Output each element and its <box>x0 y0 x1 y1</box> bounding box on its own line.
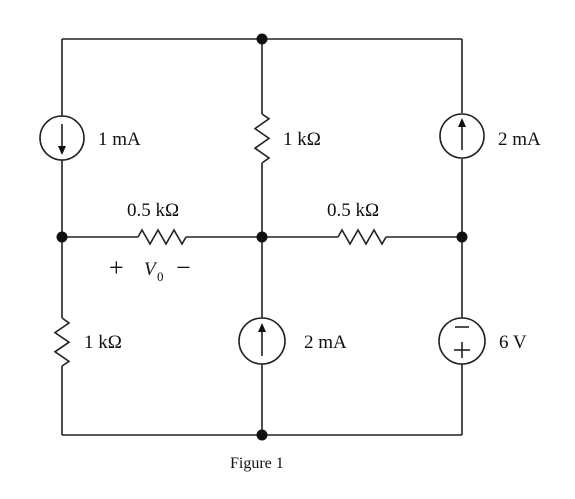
v0-plus-sign: + <box>109 253 124 282</box>
resistor-middle-top <box>255 114 269 163</box>
current-source-right-top <box>440 114 484 158</box>
node-middle-center <box>257 232 268 243</box>
node-middle-left <box>57 232 68 243</box>
label-current-source-middle-bottom: 2 mA <box>304 332 347 353</box>
label-resistor-right-horizontal: 0.5 kΩ <box>327 200 380 221</box>
label-resistor-left-bottom: 1 kΩ <box>84 332 122 353</box>
resistor-left-bottom <box>55 318 69 366</box>
label-current-source-right-top: 2 mA <box>498 129 541 150</box>
figure-caption: Figure 1 <box>230 455 284 472</box>
resistor-left-horizontal <box>138 230 186 244</box>
label-voltage-source-right-bottom: 6 V <box>499 332 527 353</box>
v0-subscript: 0 <box>157 269 164 284</box>
label-resistor-middle-top: 1 kΩ <box>283 129 321 150</box>
current-source-middle-bottom <box>239 318 285 364</box>
v0-name: V <box>144 259 156 280</box>
node-top <box>257 34 268 45</box>
label-current-source-left-top: 1 mA <box>98 129 141 150</box>
node-middle-right <box>457 232 468 243</box>
resistor-right-horizontal <box>338 230 386 244</box>
voltage-v0-label <box>109 253 191 284</box>
voltage-source-right-bottom <box>439 318 485 364</box>
current-source-left-top <box>40 116 84 160</box>
v0-minus-sign: − <box>176 253 191 282</box>
node-bottom <box>257 430 268 441</box>
label-resistor-left-horizontal: 0.5 kΩ <box>127 200 180 221</box>
